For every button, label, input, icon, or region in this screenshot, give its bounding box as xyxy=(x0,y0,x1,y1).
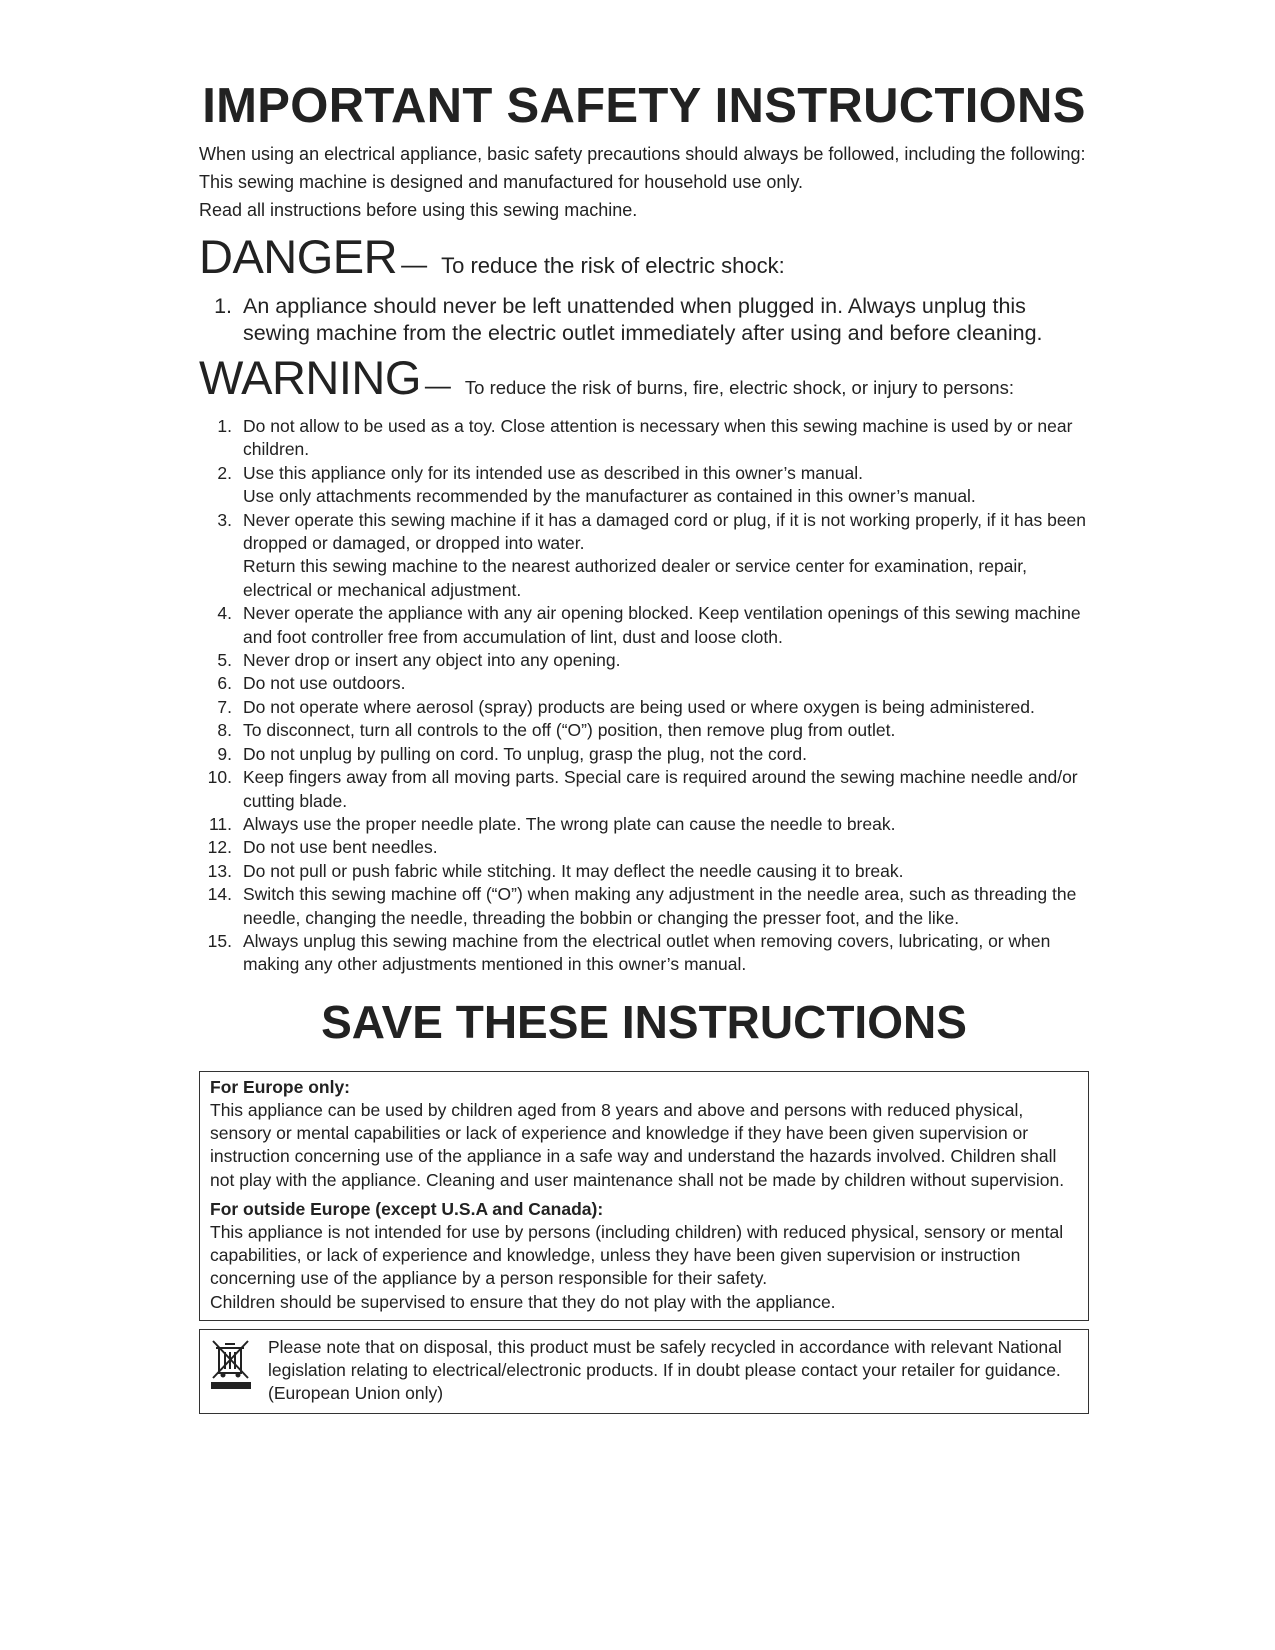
europe-heading: For Europe only: xyxy=(210,1076,350,1097)
item-number: 6. xyxy=(217,673,232,694)
item-text xyxy=(243,415,1089,462)
item-text xyxy=(243,883,1089,930)
item-number: 5. xyxy=(217,650,232,671)
outside-europe-text: This appliance is not intended for use by persons (including children) with reduced physical, sensory or mental capabilities, or lack of experience and knowledge, unless they have been given supervision or instruction concerning use of the appliance by a person responsible for their safety. xyxy=(210,1221,1064,1289)
item-number: 11. xyxy=(208,813,232,834)
warning-item xyxy=(199,672,1089,695)
safety-document xyxy=(199,78,1089,1414)
warning-item xyxy=(199,509,1089,603)
item-text xyxy=(243,766,1089,813)
item-number: 13. xyxy=(207,860,232,881)
item-line: Do not allow to be used as a toy. Close attention is necessary when this sewing machine is used by or near children. xyxy=(243,416,1073,460)
item-line: Always unplug this sewing machine from the electrical outlet when removing covers, lubricating, or when making any other adjustments mentioned in this owner’s manual. xyxy=(243,930,1051,975)
item-number: 7. xyxy=(217,696,232,717)
item-line: An appliance should never be left unattended when plugged in. Always unplug this sewing machine from the electric outlet immediately after using and before cleaning. xyxy=(243,294,1043,345)
warning-item xyxy=(199,696,1089,719)
warning-item xyxy=(199,602,1089,649)
outside-europe-heading: For outside Europe (except U.S.A and Canada): xyxy=(210,1198,604,1219)
warning-subtitle: To reduce the risk of burns, fire, electric shock, or injury to persons: xyxy=(464,377,1014,398)
item-text xyxy=(243,293,1089,347)
warning-item xyxy=(199,813,1089,836)
save-instructions-title: SAVE THESE INSTRUCTIONS xyxy=(321,995,967,1048)
warning-word: WARNING xyxy=(199,351,421,404)
outside-europe-text-2: Children should be supervised to ensure that they do not play with the appliance. xyxy=(210,1291,836,1312)
item-line: Switch this sewing machine off (“O”) when making any adjustment in the needle area, such as threading the needle, changing the needle, threading the bobbin or changing the presser foot, and the like. xyxy=(243,884,1077,928)
warning-dash: — xyxy=(424,370,451,400)
item-text xyxy=(243,672,1089,695)
item-number: 9. xyxy=(217,743,232,764)
item-line: Always use the proper needle plate. The wrong plate can cause the needle to break. xyxy=(243,813,896,834)
crossed-out-bin-icon xyxy=(210,1336,256,1405)
warning-heading xyxy=(199,353,1089,413)
item-number: 8. xyxy=(217,720,232,741)
item-line: Use only attachments recommended by the manufacturer as contained in this owner’s manual. xyxy=(243,486,976,507)
item-text xyxy=(243,696,1089,719)
warning-item xyxy=(199,836,1089,859)
page-title: IMPORTANT SAFETY INSTRUCTIONS xyxy=(202,79,1086,133)
item-number: 10. xyxy=(207,767,232,788)
warning-item xyxy=(199,649,1089,672)
warning-list xyxy=(199,415,1089,977)
danger-dash: — xyxy=(401,249,428,279)
warning-item xyxy=(199,860,1089,883)
danger-item xyxy=(199,293,1089,347)
disposal-text: Please note that on disposal, this product must be safely recycled in accordance with relevant National legislation relating to electrical/electronic products. If in doubt please contact your retailer for guidance. (European Union only) xyxy=(268,1336,1062,1403)
intro xyxy=(199,142,1089,222)
intro-paragraph: This sewing machine is designed and manufactured for household use only. xyxy=(199,172,804,192)
item-line: Never operate this sewing machine if it has a damaged cord or plug, if it is not working properly, if it has been dropped or damaged, or dropped into water. xyxy=(243,509,1087,554)
warning-item xyxy=(199,743,1089,766)
warning-item xyxy=(199,883,1089,930)
warning-item xyxy=(199,719,1089,742)
intro-paragraph: Read all instructions before using this sewing machine. xyxy=(199,200,638,220)
item-number: 2. xyxy=(217,462,232,483)
item-line: Do not use outdoors. xyxy=(243,673,406,694)
item-line: Do not use bent needles. xyxy=(243,837,438,858)
item-line: Do not unplug by pulling on cord. To unplug, grasp the plug, not the cord. xyxy=(243,743,807,764)
item-text xyxy=(243,462,1089,509)
item-number: 1. xyxy=(214,294,232,318)
item-line: Do not operate where aerosol (spray) products are being used or where oxygen is being administered. xyxy=(243,696,1035,717)
item-number: 1. xyxy=(217,416,232,436)
danger-word: DANGER xyxy=(199,230,398,283)
item-number: 12. xyxy=(207,837,232,858)
item-text xyxy=(243,836,1089,859)
danger-heading xyxy=(199,232,1089,291)
item-text xyxy=(243,860,1089,883)
item-line: Never operate the appliance with any air opening blocked. Keep ventilation openings of this sewing machine and foot controller free from accumulation of lint, dust and loose cloth. xyxy=(243,603,1081,647)
age-notice-box xyxy=(199,1071,1089,1321)
item-line: Keep fingers away from all moving parts. Special care is required around the sewing machine needle and/or cutting blade. xyxy=(243,767,1078,811)
item-text xyxy=(243,813,1089,836)
item-number: 4. xyxy=(217,603,232,624)
item-line: Return this sewing machine to the nearest authorized dealer or service center for examination, repair, electrical or mechanical adjustment. xyxy=(243,556,1028,600)
warning-item xyxy=(199,930,1089,977)
danger-subtitle: To reduce the risk of electric shock: xyxy=(441,253,785,278)
europe-text: This appliance can be used by children aged from 8 years and above and persons with reduced physical, sensory or mental capabilities or lack of experience and knowledge if they have been given supervision or instruction concerning use of the appliance in a safe way and understand the hazards involved. Children shall not play with the appliance. Cleaning and user maintenance shall not be made by children without supervision. xyxy=(210,1099,1065,1190)
item-text xyxy=(243,509,1089,603)
item-line: Never drop or insert any object into any opening. xyxy=(243,650,621,671)
item-number: 14. xyxy=(207,884,232,905)
item-line: To disconnect, turn all controls to the off (“O”) position, then remove plug from outlet. xyxy=(243,720,896,741)
item-number: 15. xyxy=(207,930,232,951)
item-text xyxy=(243,602,1089,649)
intro-paragraph: When using an electrical appliance, basic safety precautions should always be followed, including the following: xyxy=(199,144,1086,164)
item-line: Do not pull or push fabric while stitching. It may deflect the needle causing it to break. xyxy=(243,860,904,881)
warning-item xyxy=(199,415,1089,462)
item-text xyxy=(243,930,1089,977)
item-text xyxy=(243,743,1089,766)
warning-item xyxy=(199,766,1089,813)
danger-list xyxy=(199,293,1089,347)
disposal-notice-box xyxy=(199,1329,1089,1414)
item-text xyxy=(243,719,1089,742)
item-line: Use this appliance only for its intended use as described in this owner’s manual. xyxy=(243,462,863,483)
item-text xyxy=(243,649,1089,672)
item-number: 3. xyxy=(217,509,232,530)
warning-item xyxy=(199,462,1089,509)
